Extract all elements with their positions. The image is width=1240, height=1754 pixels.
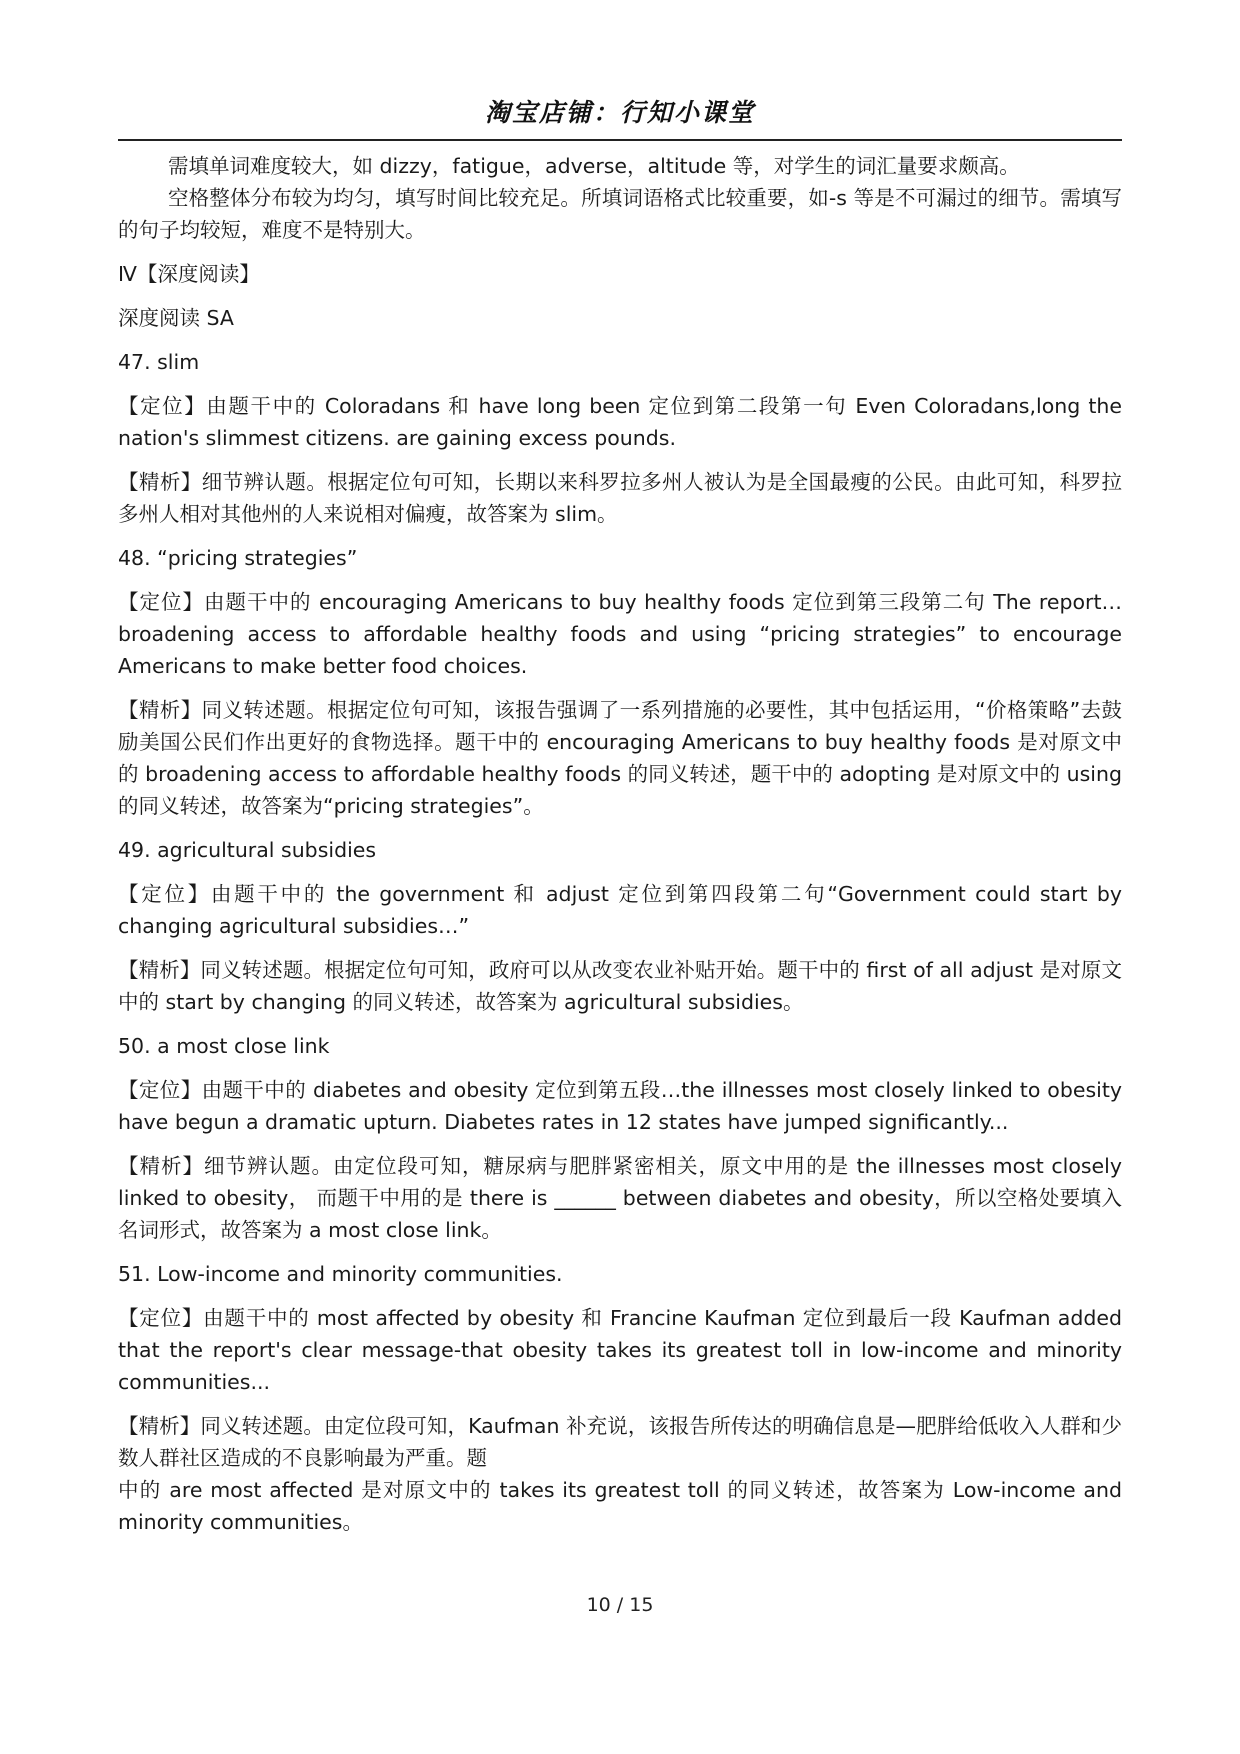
section-heading: Ⅳ【深度阅读】 [118,262,260,286]
question-title: 49. agricultural subsidies [118,838,377,862]
intro-paragraph-1: 需填单词难度较大，如 dizzy，fatigue，adverse，altitude 等，对学生的词汇量要求颇高。 [168,154,1020,178]
header-title: 淘宝店铺：行知小课堂 [484,98,755,127]
page-number: 10 / 15 [586,1594,654,1616]
document-body [118,150,1122,1550]
section-subheading: 深度阅读 SA [118,306,234,330]
header-divider [118,139,1122,141]
question-analysis: 【精析】同义转述题。由定位段可知，Kaufman 补充说，该报告所传达的明确信息是—肥胖给低收入人群和少数人群社区造成的不良影响最为严重。题 [118,1414,1122,1470]
question-analysis: 【精析】细节辨认题。根据定位句可知，长期以来科罗拉多州人被认为是全国最瘦的公民。由此可知，科罗拉多州人相对其他州的人来说相对偏瘦，故答案为 slim。 [118,470,1122,526]
question-title: 51. Low-income and minority communities. [118,1262,563,1286]
question-locate: 【定位】由题干中的 encouraging Americans to buy healthy foods 定位到第三段第二句 The report… broadening access to affordable healthy foods and using “pricing strategies” to encourage Americans to make better food choices. [118,590,1122,678]
question-locate: 【定位】由题干中的 diabetes and obesity 定位到第五段…the illnesses most closely linked to obesity have begun a dramatic upturn. Diabetes rates in 12 states have jumped significantly... [118,1078,1122,1134]
intro-paragraph-2: 空格整体分布较为均匀，填写时间比较充足。所填词语格式比较重要，如-s 等是不可漏过的细节。需填写的句子均较短，难度不是特别大。 [118,186,1122,242]
question-title: 47. slim [118,350,200,374]
question-locate: 【定位】由题干中的 Coloradans 和 have long been 定位到第二段第一句 Even Coloradans,long the nation's slimmest citizens. are gaining excess pounds. [118,394,1122,450]
question-title: 48. “pricing strategies” [118,546,358,570]
question-locate: 【定位】由题干中的 most affected by obesity 和 Francine Kaufman 定位到最后一段 Kaufman added that the report's clear message-that obesity takes its greatest toll in low-income and minority communities... [118,1306,1122,1394]
question-analysis-continued: 中的 are most affected 是对原文中的 takes its greatest toll 的同义转述，故答案为 Low-income and minority communities。 [118,1478,1122,1534]
question-analysis: 【精析】同义转述题。根据定位句可知，政府可以从改变农业补贴开始。题干中的 first of all adjust 是对原文中的 start by changing 的同义转述，故答案为 agricultural subsidies。 [118,958,1122,1014]
question-analysis: 【精析】细节辨认题。由定位段可知，糖尿病与肥胖紧密相关，原文中用的是 the illnesses most closely linked to obesity， 而题干中用的是 there is ______ between diabetes and obesity，所以空格处要填入名词形式，故答案为 a most close link。 [118,1154,1122,1242]
question-locate: 【定位】由题干中的 the government 和 adjust 定位到第四段第二句“Government could start by changing agricultural subsidies…” [118,882,1122,938]
page-header [118,96,1122,130]
question-title: 50. a most close link [118,1034,330,1058]
question-analysis: 【精析】同义转述题。根据定位句可知，该报告强调了一系列措施的必要性，其中包括运用，“价格策略”去鼓励美国公民们作出更好的食物选择。题干中的 encouraging Americans to buy healthy foods 是对原文中的 broadening access to affordable healthy foods 的同义转述，题干中的 adopting 是对原文中的 using 的同义转述，故答案为“pricing strategies”。 [118,698,1122,818]
